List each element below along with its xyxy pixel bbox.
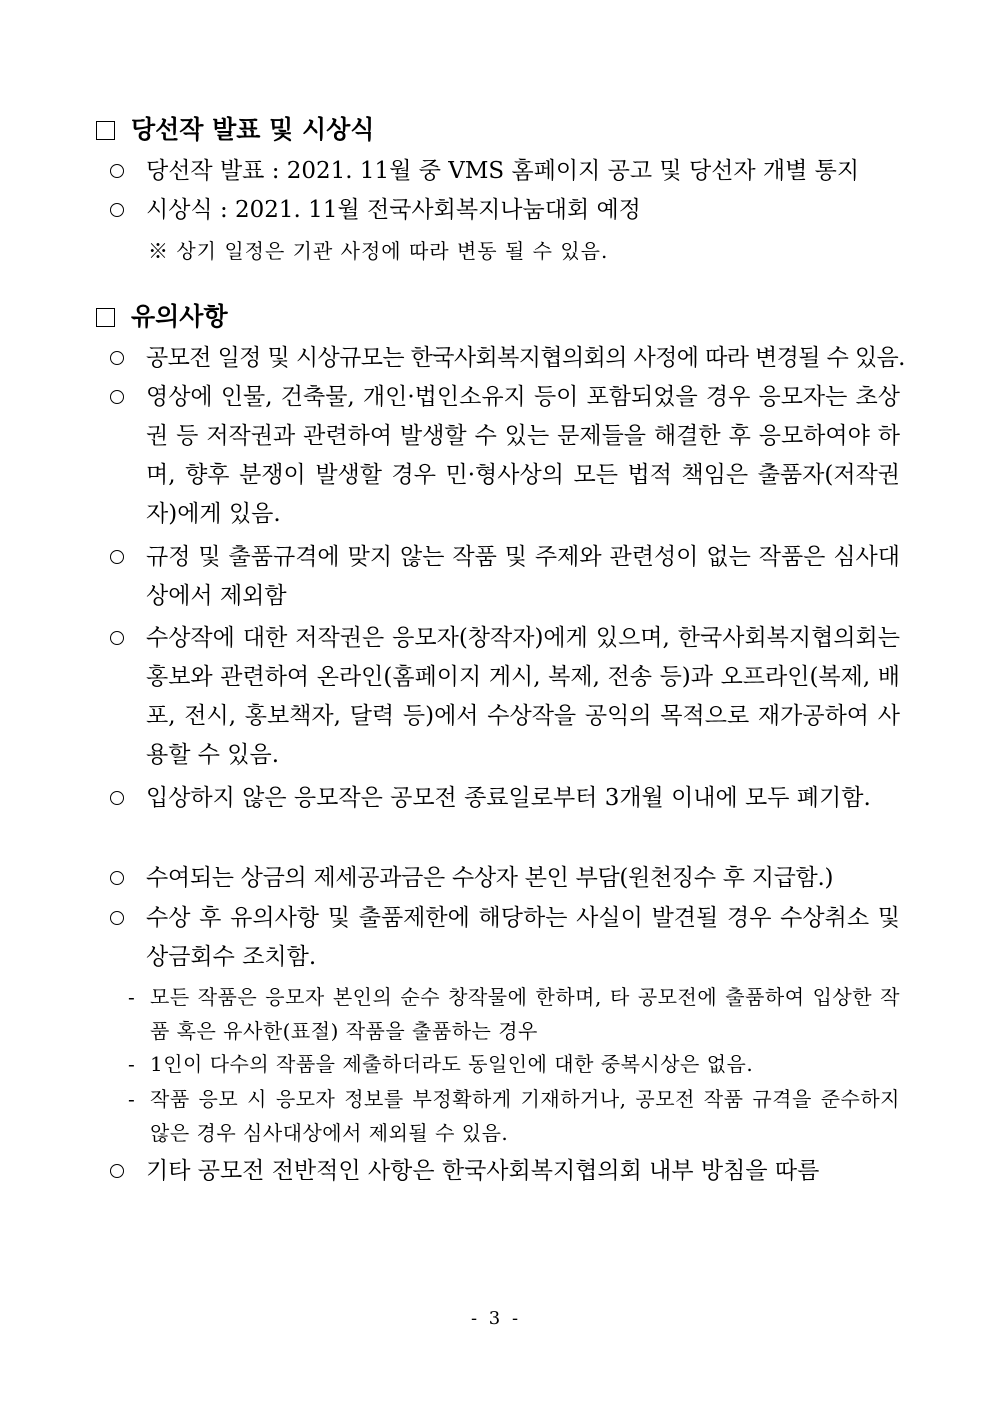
list-item <box>110 538 900 616</box>
item-text: 수여되는 상금의 제세공과금은 수상자 본인 부담(원천징수 후 지급함.) <box>146 865 834 891</box>
list-item <box>110 779 900 857</box>
sub-item-text: 1인이 다수의 작품을 제출하더라도 동일인에 대한 중복시상은 없음. <box>150 1052 754 1076</box>
circle-bullet-icon <box>110 1164 124 1178</box>
section-title: 유의사항 <box>131 302 228 331</box>
list-item <box>110 339 905 378</box>
item-text: 수상작에 대한 저작권은 응모자(창작자)에게 있으며, 한국사회복지협의회는 홍보와 관련하여 온라인(홈페이지 게시, 복제, 전송 등)과 오프라인(복제, 배포, 전시, 홍보책자, 달력 등)에서 수상작을 공익의 목적으로 재가공하여 사용할 수 있음. <box>146 625 900 768</box>
item-text: 수상 후 유의사항 및 출품제한에 해당하는 사실이 발견될 경우 수상취소 및 상금회수 조치함. <box>146 905 900 970</box>
sub-list-item <box>128 1047 900 1081</box>
circle-bullet-icon <box>110 911 124 925</box>
list-item <box>110 152 900 191</box>
item-text: 공모전 일정 및 시상규모는 한국사회복지협의회의 사정에 따라 변경될 수 있음. <box>146 345 905 371</box>
list-item <box>110 619 900 775</box>
item-text: 규정 및 출품규격에 맞지 않는 작품 및 주제와 관련성이 없는 작품은 심사대상에서 제외함 <box>146 544 900 609</box>
section-title: 당선작 발표 및 시상식 <box>131 115 375 144</box>
circle-bullet-icon <box>110 871 124 885</box>
dash-mark: - <box>128 1087 135 1111</box>
page-number: - 3 - <box>470 1308 522 1329</box>
item-text: 당선작 발표 : 2021. 11월 중 VMS 홈페이지 공고 및 당선자 개별 통지 <box>146 158 860 184</box>
dash-mark: - <box>128 985 135 1009</box>
item-text: 입상하지 않은 응모작은 공모전 종료일로부터 3개월 이내에 모두 폐기함. <box>146 785 871 811</box>
sub-item-text: 작품 응모 시 응모자 정보를 부정확하게 기재하거나, 공모전 작품 규격을 준수하지 않은 경우 심사대상에서 제외될 수 있음. <box>150 1087 900 1145</box>
list-item <box>110 859 900 898</box>
sub-list-item <box>128 980 900 1048</box>
checkbox-square-icon <box>96 121 115 140</box>
section-heading-award <box>96 115 374 145</box>
circle-bullet-icon <box>110 550 124 564</box>
circle-bullet-icon <box>110 164 124 178</box>
circle-bullet-icon <box>110 631 124 645</box>
section-heading-notice <box>96 302 228 332</box>
list-item <box>110 378 900 534</box>
item-text: 기타 공모전 전반적인 사항은 한국사회복지협의회 내부 방침을 따름 <box>146 1158 820 1184</box>
circle-bullet-icon <box>110 390 124 404</box>
item-text: 영상에 인물, 건축물, 개인·법인소유지 등이 포함되었을 경우 응모자는 초상권 등 저작권과 관련하여 발생할 수 있는 문제들을 해결한 후 응모하여야 하며, 향후 분쟁이 발생할 경우 민·형사상의 모든 법적 책임은 출품자(저작권자)에게 있음. <box>146 384 900 527</box>
circle-bullet-icon <box>110 351 124 365</box>
circle-bullet-icon <box>110 203 124 217</box>
circle-bullet-icon <box>110 791 124 805</box>
dash-mark: - <box>128 1052 135 1076</box>
list-item <box>110 191 900 230</box>
sub-list-item <box>128 1082 900 1150</box>
checkbox-square-icon <box>96 308 115 327</box>
schedule-note: ※ 상기 일정은 기관 사정에 따라 변동 될 수 있음. <box>148 239 609 263</box>
list-item <box>110 899 900 977</box>
sub-item-text: 모든 작품은 응모자 본인의 순수 창작물에 한하며, 타 공모전에 출품하여 입상한 작품 혹은 유사한(표절) 작품을 출품하는 경우 <box>150 985 900 1043</box>
item-text: 시상식 : 2021. 11월 전국사회복지나눔대회 예정 <box>146 197 641 223</box>
list-item <box>110 1152 900 1230</box>
